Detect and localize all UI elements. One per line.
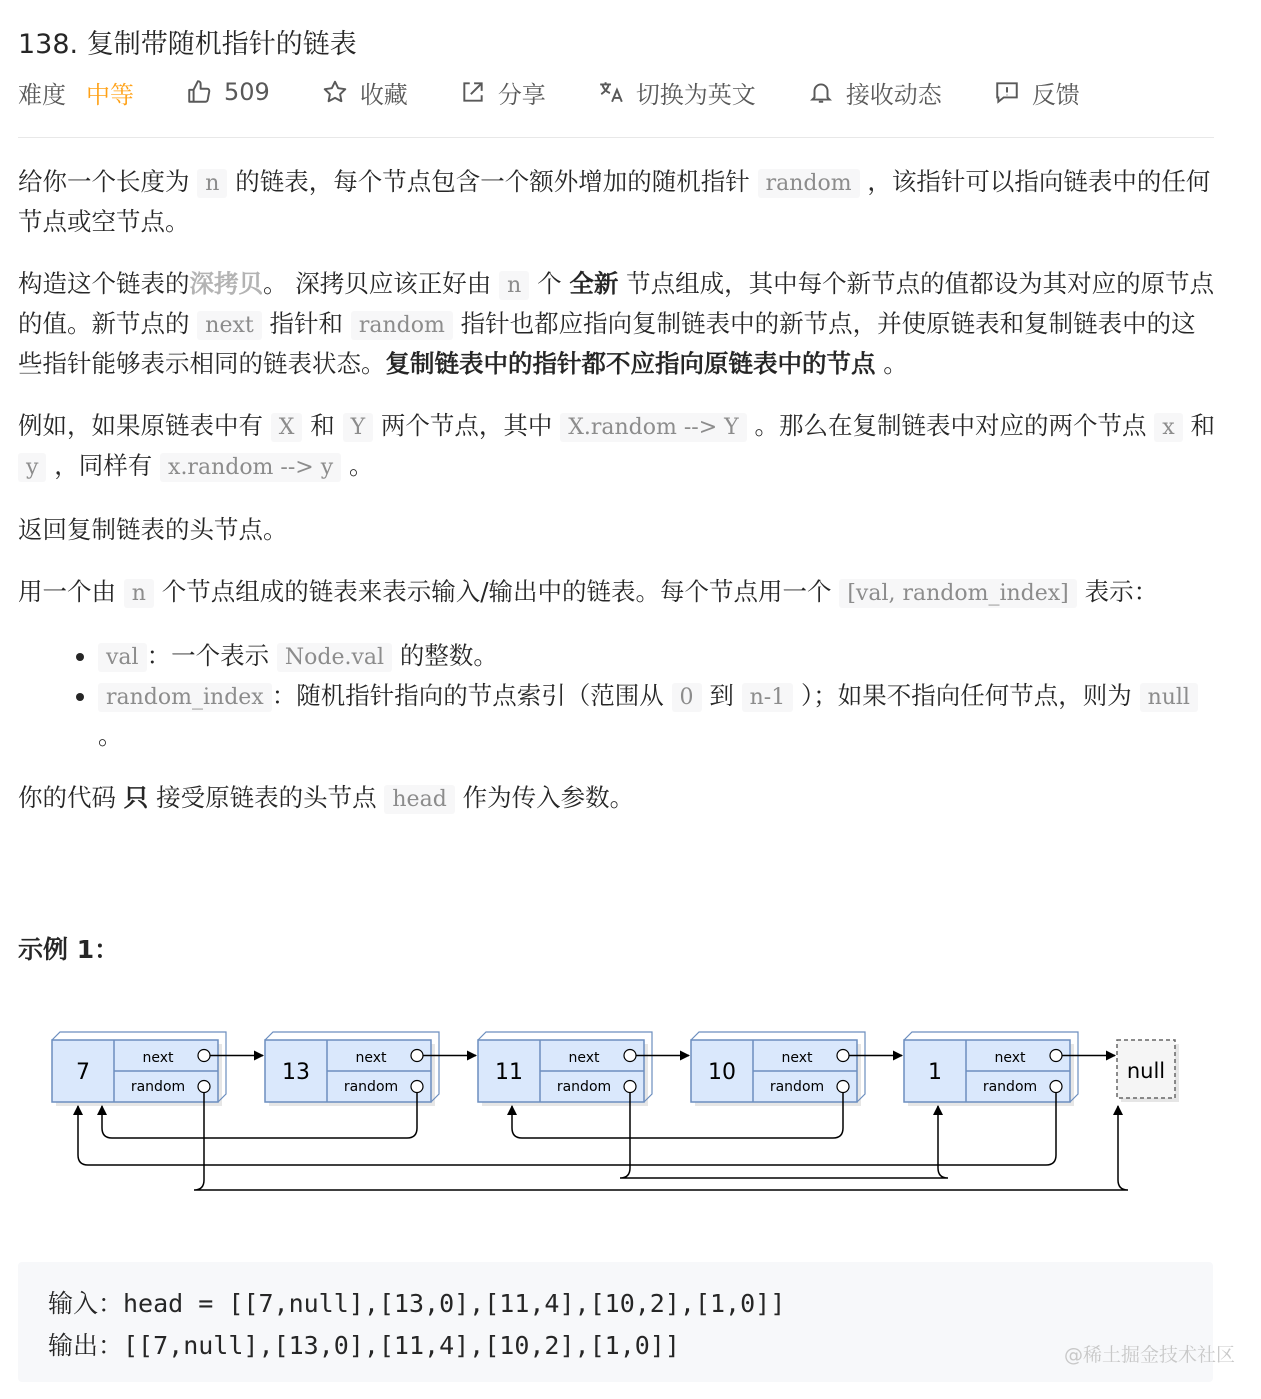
switch-language-label: 切换为英文 (635, 80, 756, 109)
share-label: 分享 (497, 80, 546, 109)
next-pointer-dot (1050, 1050, 1062, 1062)
null-label: null (1126, 1059, 1166, 1083)
next-pointer-dot (837, 1050, 849, 1062)
inline-code: 0 (672, 683, 702, 712)
watermark: @稀土掘金技术社区 (1064, 1344, 1236, 1366)
random-label: random (556, 1079, 612, 1095)
inline-code: Y (343, 413, 374, 442)
subscribe-label: 接收动态 (845, 80, 942, 109)
next-label: next (355, 1050, 387, 1066)
divider (18, 137, 1214, 138)
random-pointer-dot (198, 1081, 210, 1093)
node-value: 1 (928, 1060, 942, 1085)
subscribe-button[interactable] (808, 75, 942, 110)
node-value: 7 (76, 1060, 90, 1085)
inline-code: random (758, 169, 860, 198)
feedback-icon (994, 79, 1020, 105)
field-list (18, 637, 1218, 755)
bell-icon (808, 79, 834, 105)
inline-code: [val, random_index] (839, 579, 1076, 608)
paragraph-3: 例如，如果原链表中有 X 和 Y 两个节点，其中 X.random --> Y 。那么在复制链表中对应的两个节点 x 和 y ，同样有 x.random --> y 。 (18, 411, 1215, 480)
list-node (904, 1032, 1078, 1106)
paragraph-4: 返回复制链表的头节点。 (18, 515, 288, 544)
favorite-label: 收藏 (359, 80, 408, 109)
list-item: • val ：一个表示 Node.val 的整数。 (98, 637, 1218, 677)
inline-code: n (499, 271, 529, 300)
inline-code: x (1154, 413, 1182, 442)
random-pointer-dot (411, 1081, 423, 1093)
example-output: 输出：[[7,null],[13,0],[11,4],[10,2],[1,0]] (48, 1331, 680, 1360)
node-value: 11 (495, 1060, 523, 1085)
inline-code: y (18, 453, 46, 482)
translate-icon (598, 79, 624, 105)
inline-code: n (124, 579, 154, 608)
inline-code: head (384, 785, 454, 814)
inline-code: next (197, 311, 261, 340)
random-pointer-dot (837, 1081, 849, 1093)
share-icon (460, 79, 486, 105)
inline-code: X.random --> Y (560, 413, 746, 442)
difficulty-label: 难度 (18, 80, 66, 109)
inline-code: null (1140, 683, 1198, 712)
random-edge (194, 1093, 1128, 1191)
deep-copy-link[interactable]: 深拷贝 (189, 269, 263, 298)
linked-list-diagram (40, 1030, 1200, 1210)
list-node (478, 1032, 652, 1106)
next-pointer-dot (198, 1050, 210, 1062)
like-button[interactable] (186, 78, 270, 106)
paragraph-2: 构造这个链表的深拷贝。 深拷贝应该正好由 n 个 全新 节点组成，其中每个新节点的值都设为其对应的原节点的值。新节点的 next 指针和 random 指针也都应指向复制链表中的新节点，并使原链表和复制链表中的这些指针能够表示相同的链表状态。复制链表中的指针都不应指向原链表中的节点 。 (18, 269, 1215, 378)
next-label: next (994, 1050, 1026, 1066)
next-label: next (568, 1050, 600, 1066)
node-value: 13 (282, 1060, 310, 1085)
example-input: 输入：head = [[7,null],[13,0],[11,4],[10,2],[1,0]] (48, 1289, 786, 1318)
paragraph-5: 用一个由 n 个节点组成的链表来表示输入/输出中的链表。每个节点用一个 [val, random_index] 表示： (18, 577, 1159, 606)
inline-code: x.random --> y (160, 453, 341, 482)
inline-code: n (197, 169, 227, 198)
problem-description (18, 163, 1218, 843)
favorite-button[interactable] (322, 75, 408, 110)
list-node (691, 1032, 865, 1106)
random-pointer-dot (624, 1081, 636, 1093)
feedback-button[interactable] (994, 75, 1080, 110)
random-label: random (130, 1079, 186, 1095)
problem-toolbar (18, 72, 1132, 112)
share-button[interactable] (460, 75, 546, 110)
inline-code: X (271, 413, 303, 442)
paragraph-6: 你的代码 只 接受原链表的头节点 head 作为传入参数。 (18, 783, 635, 812)
random-label: random (343, 1079, 399, 1095)
page-title: 138. 复制带随机指针的链表 (18, 29, 357, 60)
thumbs-up-icon (186, 79, 212, 105)
list-node (265, 1032, 439, 1106)
like-count: 509 (224, 78, 270, 106)
next-pointer-dot (624, 1050, 636, 1062)
switch-language-button[interactable] (598, 75, 756, 110)
inline-code: Node.val (277, 643, 392, 672)
feedback-label: 反馈 (1031, 80, 1080, 109)
next-pointer-dot (411, 1050, 423, 1062)
list-node (52, 1032, 226, 1106)
star-icon (322, 79, 348, 105)
example-code-block (18, 1262, 1213, 1382)
null-node (1117, 1040, 1179, 1102)
inline-code: n-1 (742, 683, 794, 712)
inline-code: random (351, 311, 453, 340)
random-pointer-dot (1050, 1081, 1062, 1093)
random-label: random (769, 1079, 825, 1095)
random-label: random (982, 1079, 1038, 1095)
inline-code: val (98, 643, 147, 672)
difficulty-value: 中等 (86, 80, 134, 109)
node-value: 10 (708, 1060, 736, 1085)
next-label: next (142, 1050, 174, 1066)
example-title: 示例 1： (18, 935, 120, 964)
inline-code: random_index (98, 683, 272, 712)
list-item: • random_index ：随机指针指向的节点索引（范围从 0 到 n-1 ）；如果不指向任何节点，则为 null 。 (98, 677, 1218, 755)
paragraph-1: 给你一个长度为 n 的链表，每个节点包含一个额外增加的随机指针 random ，该指针可以指向链表中的任何节点或空节点。 (18, 167, 1211, 236)
next-label: next (781, 1050, 813, 1066)
